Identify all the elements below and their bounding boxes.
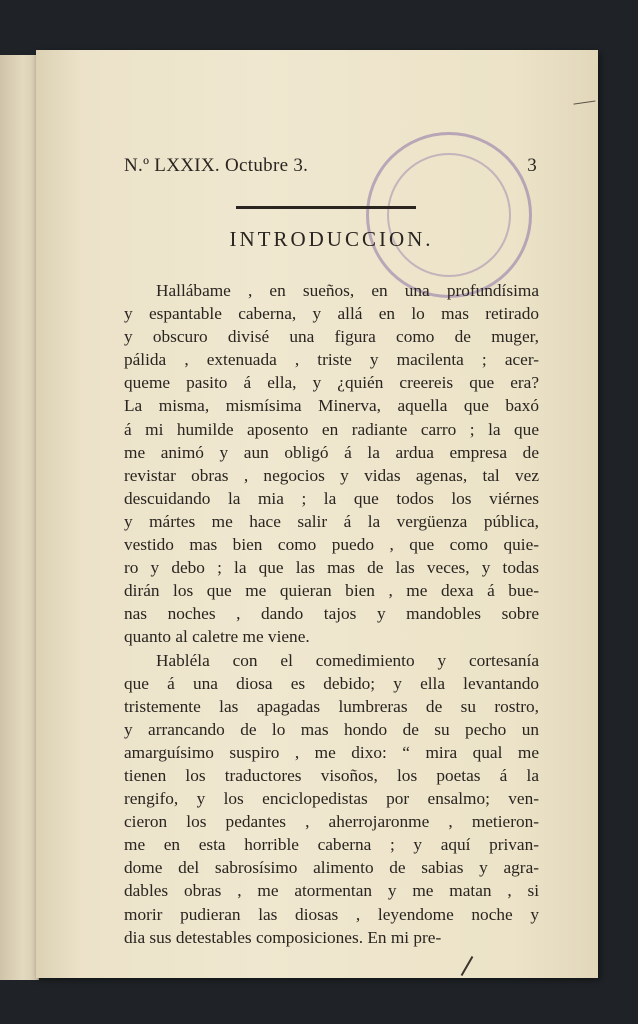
- text-line: tristemente las apagadas lumbreras de su rostro,: [124, 696, 539, 716]
- text-line: y arrancando de lo mas hondo de su pecho un: [124, 719, 539, 739]
- text-line: ro y debo ; la que las mas de las veces, y todas: [124, 558, 539, 578]
- text-line: amarguísimo suspiro , me dixo: “ mira qual me: [124, 742, 539, 762]
- text-line: pálida , extenuada , triste y macilenta ; acer-: [124, 350, 539, 370]
- pencil-mark: [461, 956, 474, 976]
- text-line: Hallábame , en sueños, en una profundísima: [156, 281, 539, 300]
- text-line: La misma, mismísima Minerva, aquella que baxó: [124, 396, 539, 416]
- text-line: y obscuro divisé una figura como de muger,: [124, 327, 539, 347]
- running-header: [124, 155, 539, 185]
- text-line: dirán los que me quieran bien , me dexa á bue-: [124, 581, 539, 601]
- title-rule: [236, 206, 416, 209]
- text-line: me en esta horrible caberna ; y aquí privan-: [124, 835, 539, 855]
- text-line: dome del sabrosísimo alimento de sabias y agra-: [124, 858, 539, 878]
- text-line: dia sus detestables composiciones. En mi pre-: [124, 927, 442, 947]
- text-line: me animó y aun obligó á la ardua empresa de: [124, 442, 539, 462]
- text-line: descuidando la mia ; la que todos los viérnes: [124, 488, 539, 508]
- text-line: que á una diosa es debido; y ella levantando: [124, 673, 539, 693]
- adjacent-page-edge: [0, 55, 39, 980]
- issue-number: N.º LXXIX.: [124, 155, 220, 176]
- pencil-mark: [573, 101, 596, 113]
- text-line: nas noches , dando tajos y mandobles sobre: [124, 604, 539, 624]
- text-line: á mi humilde aposento en radiante carro ; la que: [124, 419, 539, 439]
- text-line: queme pasito á ella, y ¿quién creereis que era?: [124, 373, 539, 393]
- text-line: vestido mas bien como puedo , que como quie-: [124, 535, 539, 555]
- text-line: tienen los traductores visoños, los poetas á la: [124, 765, 539, 785]
- text-line: rengifo, y los enciclopedistas por ensalmo; ven-: [124, 789, 539, 809]
- text-line: Habléla con el comedimiento y cortesanía: [156, 650, 539, 670]
- text-line: y mártes me hace salir á la vergüenza pública,: [124, 511, 539, 531]
- text-line: y espantable caberna, y allá en lo mas retirado: [124, 304, 539, 324]
- issue-date: Octubre 3.: [225, 155, 309, 176]
- issue-and-date: [124, 155, 308, 177]
- text-line: quanto al caletre me viene.: [124, 627, 310, 647]
- body-text: [124, 279, 539, 949]
- section-title: INTRODUCCION.: [229, 227, 434, 251]
- text-line: revistar obras , negocios y vidas agenas, tal vez: [124, 465, 539, 485]
- book-page: [36, 50, 598, 978]
- page-content: [124, 155, 539, 947]
- text-line: cieron los pedantes , aherrojaronme , metieron-: [124, 812, 539, 832]
- page-number: 3: [527, 155, 537, 176]
- text-line: dables obras , me atormentan y me matan , si: [124, 881, 539, 901]
- text-line: morir pudieran las diosas , leyendome noche y: [124, 904, 539, 924]
